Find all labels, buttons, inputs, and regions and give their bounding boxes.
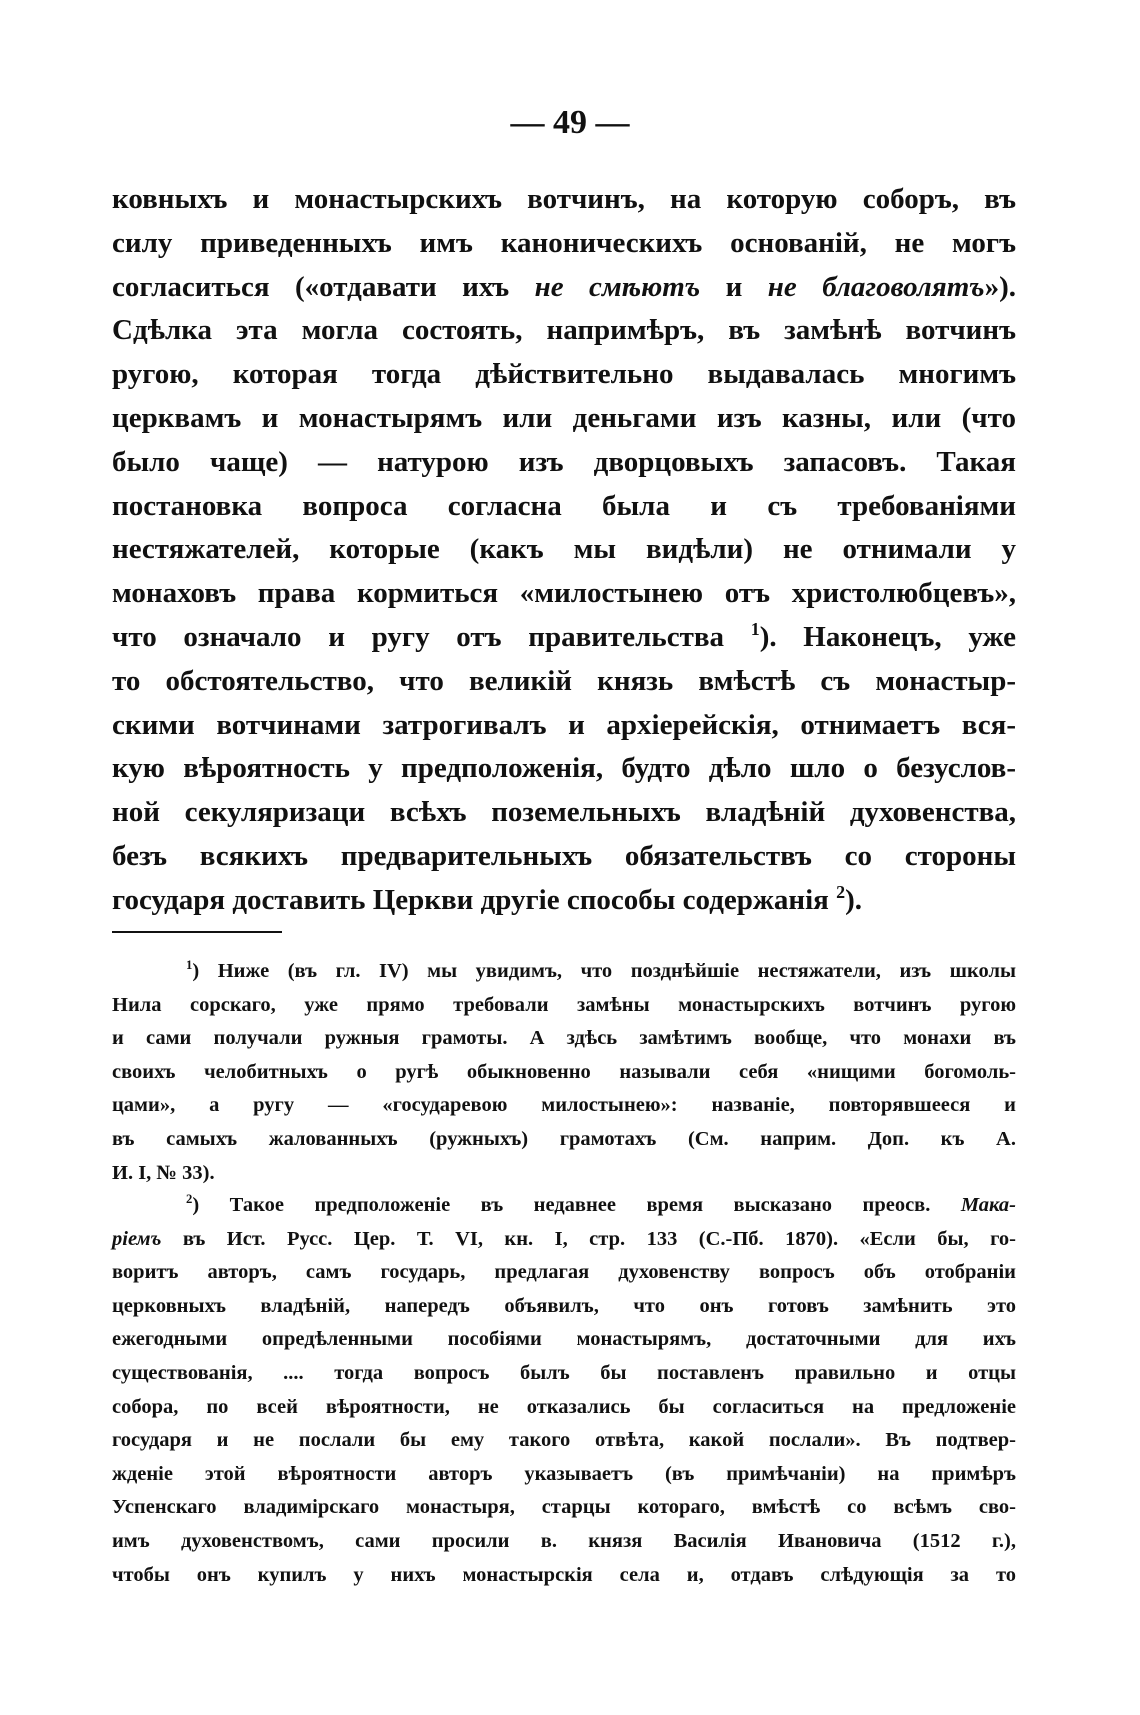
text-segment: ) Ниже (въ гл. IV) мы увидимъ, что позднѣйшіе нестяжатели, изъ школы	[192, 960, 1016, 982]
text-segment: ) Такое предположеніе въ недавнее время высказано преосв.	[192, 1194, 961, 1216]
italic-name: Мака-	[960, 1194, 1016, 1216]
footnote-line	[112, 1223, 1016, 1257]
text-line: силу приведенныхъ имъ каноническихъ основаній, не могъ	[112, 226, 1016, 259]
main-text	[112, 178, 1016, 923]
text-segment: ). Наконецъ, уже	[759, 620, 1016, 653]
footnote-line: въ самыхъ жалованныхъ (ружныхъ) грамотахъ (См. наприм. Доп. къ А.	[112, 1127, 1016, 1150]
footnote-divider	[112, 931, 282, 933]
footnote-ref-2: 2	[836, 881, 846, 902]
footnote-ref-1: 1	[750, 618, 760, 639]
footnote-line: существованія, .... тогда вопросъ былъ бы поставленъ правильно и отцы	[112, 1361, 1016, 1384]
footnote-line: жденіе этой вѣроятности авторъ указываетъ (въ примѣчаніи) на примѣръ	[112, 1462, 1016, 1485]
text-line: постановка вопроса согласна была и съ требованіями	[112, 489, 1016, 522]
text-line: кую вѣроятность у предположенія, будто дѣло шло о безуслов-	[112, 752, 1016, 785]
footnote-line: собора, по всей вѣроятности, не отказались бы согласиться на предложеніе	[112, 1395, 1016, 1418]
text-segment: что означало и ругу отъ правительства	[112, 620, 751, 653]
footnote-1	[112, 955, 1016, 1190]
footnote-2	[112, 1189, 1016, 1592]
footnote-line: чтобы онъ купилъ у нихъ монастырскія села и, отдавъ слѣдующія за то	[112, 1563, 1016, 1586]
footnote-line: церковныхъ владѣній, напередъ объявилъ, что онъ готовъ замѣнить это	[112, 1294, 1016, 1317]
footnote-line: государя и не послали бы ему такого отвѣта, какой послали». Въ подтвер-	[112, 1429, 1016, 1452]
text-line	[112, 616, 1016, 660]
footnote-marker: 2	[186, 1192, 193, 1207]
footnote-line: Успенскаго владимірскаго монастыря, старцы котораго, вмѣстѣ со всѣмъ сво-	[112, 1496, 1016, 1519]
text-segment: »).	[984, 270, 1016, 303]
text-segment: и	[700, 270, 768, 303]
text-line: то обстоятельство, что великій князь вмѣстѣ съ монастыр-	[112, 664, 1016, 697]
footnote-line: цами», а ругу — «государевою милостынею»: названіе, повторявшееся и	[112, 1094, 1016, 1117]
footnote-line: ежегодными опредѣленными пособіями монастырямъ, достаточными для ихъ	[112, 1328, 1016, 1351]
footnote-marker: 1	[186, 958, 193, 973]
text-segment: ).	[845, 883, 863, 916]
footnote-line: воритъ авторъ, самъ государь, предлагая духовенству вопросъ объ отобраніи	[112, 1261, 1016, 1284]
footnote-line	[112, 1189, 1016, 1223]
text-line: было чаще) — натурою изъ дворцовыхъ запасовъ. Такая	[112, 445, 1016, 478]
footnote-line	[112, 955, 1016, 989]
text-segment: согласиться («отдавати ихъ	[112, 270, 535, 303]
italic-quote: не благоволятъ	[767, 270, 985, 303]
text-line: церквамъ и монастырямъ или деньгами изъ казны, или (что	[112, 401, 1016, 434]
text-segment: государя доставить Церкви другіе способы содержанія	[112, 883, 837, 916]
page-number: — 49 —	[510, 104, 630, 141]
text-line	[112, 879, 1016, 923]
text-line: ной секуляризаци всѣхъ поземельныхъ владѣній духовенства,	[112, 796, 1016, 829]
text-line: скими вотчинами затрогивалъ и архіерейскія, отнимаетъ вся-	[112, 708, 1016, 741]
text-line: ругою, которая тогда дѣйствительно выдавалась многимъ	[112, 358, 1016, 391]
footnote-line: Нила сорскаго, уже прямо требовали замѣны монастырскихъ вотчинъ ругою	[112, 993, 1016, 1016]
italic-name: ріемъ	[112, 1227, 162, 1250]
text-line: Сдѣлка эта могла состоять, напримѣръ, въ замѣнѣ вотчинъ	[112, 314, 1016, 347]
footnote-line: и сами получали ружныя грамоты. А здѣсь замѣтимъ вообще, что монахи въ	[112, 1027, 1016, 1050]
footnote-line: своихъ челобитныхъ о ругѣ обыкновенно называли себя «нищими богомоль-	[112, 1060, 1016, 1083]
text-line	[112, 266, 1016, 310]
footnote-line: И. I, № 33).	[112, 1161, 215, 1184]
text-line: монаховъ права кормиться «милостынею отъ христолюбцевъ»,	[112, 577, 1016, 610]
text-line: ковныхъ и монастырскихъ вотчинъ, на которую соборъ, въ	[112, 183, 1016, 215]
text-line: безъ всякихъ предварительныхъ обязательствъ со стороны	[112, 839, 1016, 872]
text-segment: въ Ист. Русс. Цер. Т. VI, кн. I, стр. 133 (С.-Пб. 1870). «Если бы, го-	[161, 1227, 1016, 1250]
italic-quote: не смѣютъ	[534, 270, 701, 303]
text-line: нестяжателей, которые (какъ мы видѣли) не отнимали у	[112, 533, 1016, 566]
footnote-line: имъ духовенствомъ, сами просили в. князя Василія Ивановича (1512 г.),	[112, 1529, 1016, 1552]
